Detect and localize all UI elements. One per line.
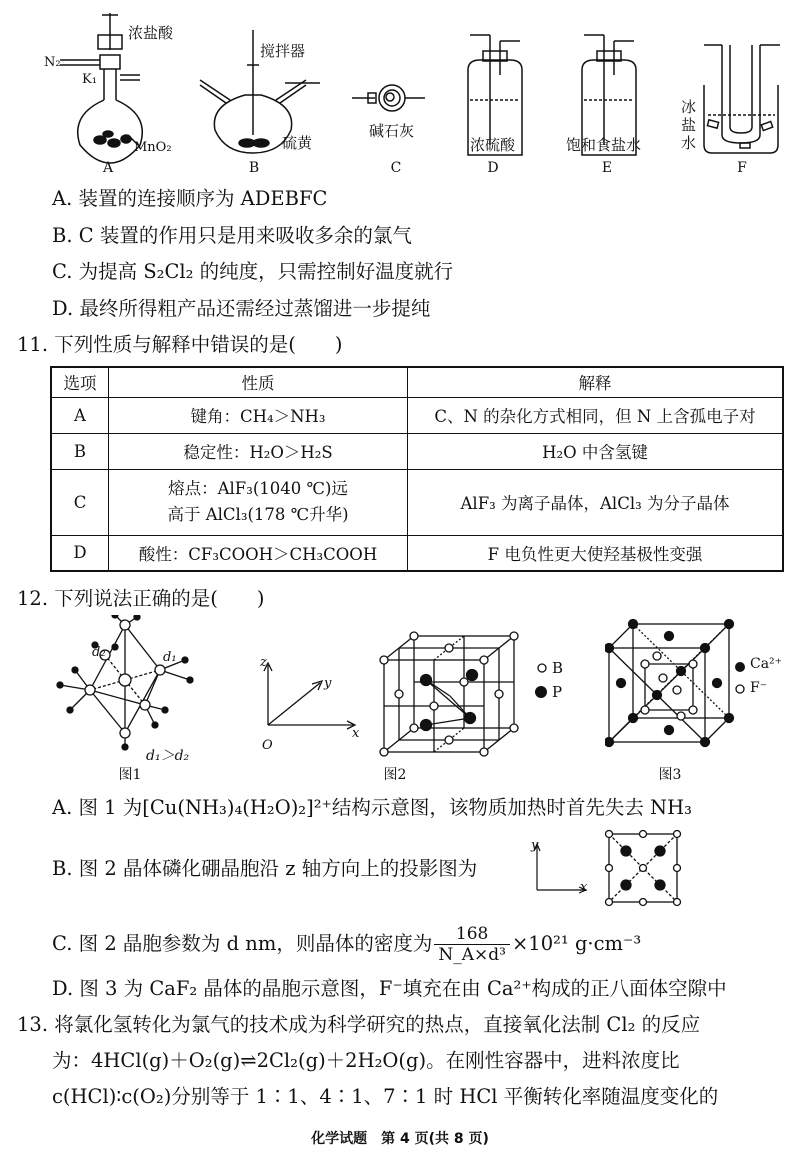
row-explanation: H₂O 中含氢键 xyxy=(408,433,784,469)
table-row xyxy=(51,433,783,469)
caption-d: D xyxy=(487,160,499,176)
q13-line3: c(HCl)∶c(O₂)分别等于 1∶1、4∶1、7∶1 时 HCl 平衡转化率随温度变化的 xyxy=(52,1085,719,1108)
figure2-legend-p: P xyxy=(552,683,563,701)
row-explanation: AlF₃ 为离子晶体，AlCl₃ 为分子晶体 xyxy=(408,469,784,535)
figure2-bp-unit-cell xyxy=(378,630,528,760)
label-mno2: MnO₂ xyxy=(134,140,172,155)
density-denominator: N_A×d³ xyxy=(438,945,506,965)
q12-stem: 12. 下列说法正确的是( ) xyxy=(17,587,265,610)
figure2-legend-p-marker xyxy=(533,684,549,700)
figure1-label-d1: d₁ xyxy=(163,650,177,665)
row-property: 稳定性：H₂O＞H₂S xyxy=(109,433,408,469)
caption-f: F xyxy=(737,160,747,176)
apparatus-f-drawing xyxy=(704,45,780,153)
q10-option-a: A. 装置的连接顺序为 ADEBFC xyxy=(52,187,328,210)
q10-option-d: D. 最终所得粗产品还需经过蒸馏进一步提纯 xyxy=(52,297,431,320)
figure2-axis-y: y xyxy=(324,676,332,691)
caption-e: E xyxy=(601,160,613,176)
table-row xyxy=(51,397,783,433)
table-row xyxy=(51,535,783,571)
label-conc-hcl: 浓盐酸 xyxy=(128,24,174,42)
figure2-caption: 图2 xyxy=(383,767,407,783)
figure2-legend-b-marker xyxy=(536,662,548,674)
density-fraction xyxy=(434,924,510,965)
apparatus-c-drawing xyxy=(352,85,425,111)
row-option: A xyxy=(51,397,109,433)
figure3-legend-f-marker xyxy=(734,683,746,695)
table-header-property: 性质 xyxy=(109,367,408,397)
figure1-label-d2: d₂ xyxy=(92,645,106,660)
row-property-line1: 熔点：AlF₃(1040 ℃)远 xyxy=(168,479,348,498)
row-property-multiline xyxy=(109,469,408,535)
q13-line1: 13. 将氯化氢转化为氯气的技术成为科学研究的热点，直接氧化法制 Cl₂ 的反应 xyxy=(17,1013,701,1036)
projection-axis-x: x xyxy=(580,880,588,895)
label-stirrer: 搅拌器 xyxy=(260,42,306,60)
q11-table xyxy=(50,366,784,572)
caption-c: C xyxy=(390,160,402,176)
figure3-caption: 图3 xyxy=(658,767,682,783)
label-conc-h2so4: 浓硫酸 xyxy=(470,136,516,154)
q12-option-b: B. 图 2 晶体磷化硼晶胞沿 z 轴方向上的投影图为 xyxy=(52,857,478,880)
q10-option-c: C. 为提高 S₂Cl₂ 的纯度，只需控制好温度就行 xyxy=(52,260,454,283)
table-header-explanation: 解释 xyxy=(408,367,784,397)
q12-option-c xyxy=(52,924,641,965)
row-option: B xyxy=(51,433,109,469)
option-c-suffix: ×10²¹ g·cm⁻³ xyxy=(511,932,642,955)
figure3-legend-f: F⁻ xyxy=(750,680,768,696)
table-header-option: 选项 xyxy=(51,367,109,397)
row-explanation: C、N 的杂化方式相同，但 N 上含孤电子对 xyxy=(408,397,784,433)
caption-a: A xyxy=(102,160,114,176)
figure3-caf2-unit-cell xyxy=(605,618,735,748)
page-footer: 化学试题 第 4 页(共 8 页) xyxy=(311,1131,489,1147)
figure1-complex-structure xyxy=(45,615,205,760)
option-c-prefix: C. 图 2 晶胞参数为 d nm，则晶体的密度为 xyxy=(52,932,433,955)
option-b-projection-diagram xyxy=(603,828,683,908)
row-option: D xyxy=(51,535,109,571)
row-property: 酸性：CF₃COOH＞CH₃COOH xyxy=(109,535,408,571)
figure1-caption: 图1 xyxy=(118,767,142,783)
row-explanation: F 电负性更大使羟基极性变强 xyxy=(408,535,784,571)
label-soda-lime: 碱石灰 xyxy=(369,122,415,140)
projection-axis-y: y xyxy=(531,838,539,853)
caption-b: B xyxy=(248,160,260,176)
label-ice-salt-water: 冰盐水 xyxy=(681,98,697,152)
density-numerator: 168 xyxy=(434,924,510,945)
figure3-legend-ca-marker xyxy=(733,660,747,674)
q12-option-d: D. 图 3 为 CaF₂ 晶体的晶胞示意图，F⁻填充在由 Ca²⁺构成的正八面体空隙中 xyxy=(52,977,727,1000)
row-property-line2: 高于 AlCl₃(178 ℃升华) xyxy=(167,505,349,524)
figure1-label-d1-gt-d2: d₁＞d₂ xyxy=(146,748,190,764)
figure2-axis-z: z xyxy=(260,655,267,670)
figure2-legend-b: B xyxy=(552,659,564,677)
table-row xyxy=(51,469,783,535)
figure2-origin: O xyxy=(262,738,273,753)
q13-line2: 为：4HCl(g)＋O₂(g)⇌2Cl₂(g)＋2H₂O(g)。在刚性容器中，进料浓度比 xyxy=(52,1049,680,1072)
q12-option-a: A. 图 1 为[Cu(NH₃)₄(H₂O)₂]²⁺结构示意图，该物质加热时首先失去 NH₃ xyxy=(52,796,692,819)
figure2-axis-x: x xyxy=(352,726,360,741)
row-option: C xyxy=(51,469,109,535)
label-n2: N₂ xyxy=(44,55,61,70)
row-property: 键角：CH₄＞NH₃ xyxy=(109,397,408,433)
figure3-legend-ca: Ca²⁺ xyxy=(750,656,783,672)
label-sulfur: 硫黄 xyxy=(282,134,313,152)
q11-stem: 11. 下列性质与解释中错误的是( ) xyxy=(17,333,343,356)
label-k1: K₁ xyxy=(82,72,97,87)
label-sat-nacl: 饱和食盐水 xyxy=(566,136,642,154)
q10-option-b: B. C 装置的作用只是用来吸收多余的氯气 xyxy=(52,224,412,247)
